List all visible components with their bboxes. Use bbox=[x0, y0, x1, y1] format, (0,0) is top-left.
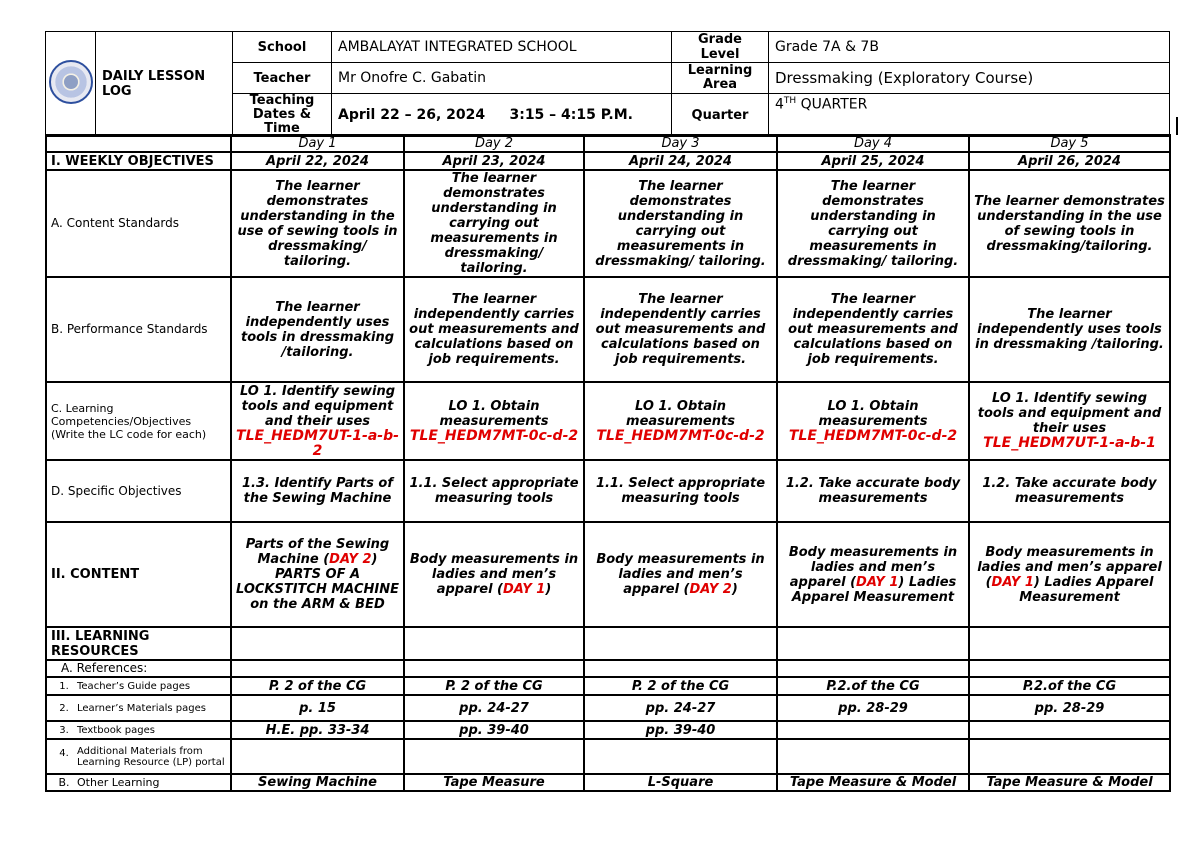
other-resource-cell: Sewing Machine bbox=[231, 774, 404, 791]
reference-cell bbox=[584, 739, 777, 774]
empty-cell bbox=[404, 627, 584, 660]
competency-cell: LO 1. Identify sewing tools and equipment and their uses TLE_HEDM7UT-1-a-b-1 bbox=[969, 382, 1170, 460]
performance-standard-cell: The learner independently carries out measurements and calculations based on job requirements. bbox=[584, 277, 777, 382]
reference-cell: P. 2 of the CG bbox=[584, 677, 777, 695]
reference-cell: p. 15 bbox=[231, 695, 404, 721]
references-row bbox=[46, 660, 1170, 677]
empty-cell bbox=[584, 627, 777, 660]
reference-cell bbox=[404, 739, 584, 774]
specific-objective-cell: 1.1. Select appropriate measuring tools bbox=[584, 460, 777, 522]
content-standard-cell: The learner demonstrates understanding in the use of sewing tools in dressmaking/tailoring. bbox=[969, 170, 1170, 277]
content-standards-label: A. Content Standards bbox=[46, 170, 231, 277]
content-standard-cell: The learner demonstrates understanding in carrying out measurements in dressmaking/ tailoring. bbox=[404, 170, 584, 277]
quarter-value: 4TH QUARTER bbox=[769, 94, 1170, 137]
other-resource-cell: Tape Measure & Model bbox=[969, 774, 1170, 791]
date-day-4: April 25, 2024 bbox=[777, 152, 969, 170]
objectives-row bbox=[46, 152, 1170, 170]
content-cell: Body measurements in ladies and men’s apparel (DAY 1) Ladies Apparel Measurement bbox=[969, 522, 1170, 627]
date-day-2: April 23, 2024 bbox=[404, 152, 584, 170]
weekly-objectives-label: I. WEEKLY OBJECTIVES bbox=[46, 152, 231, 170]
content-cell: Parts of the Sewing Machine (DAY 2) PARTS OF A LOCKSTITCH MACHINE on the ARM & BED bbox=[231, 522, 404, 627]
reference-row bbox=[46, 677, 1170, 695]
lc-code: TLE_HEDM7MT-0c-d-2 bbox=[788, 427, 958, 444]
header-table bbox=[45, 31, 1170, 137]
competencies-label: C. Learning Competencies/Objectives (Write the LC code for each) bbox=[46, 382, 231, 460]
content-standard-cell: The learner demonstrates understanding in carrying out measurements in dressmaking/ tailoring. bbox=[584, 170, 777, 277]
day-4-header: Day 4 bbox=[777, 135, 969, 152]
content-cell: Body measurements in ladies and men’s apparel (DAY 2) bbox=[584, 522, 777, 627]
content-standards-row bbox=[46, 170, 1170, 277]
day-header-row bbox=[46, 135, 1170, 152]
reference-cell: pp. 24-27 bbox=[404, 695, 584, 721]
empty-cell bbox=[777, 660, 969, 677]
reference-cell: pp. 28-29 bbox=[777, 695, 969, 721]
teacher-label: Teacher bbox=[233, 63, 332, 94]
school-value: AMBALAYAT INTEGRATED SCHOOL bbox=[332, 32, 672, 63]
empty-cell bbox=[777, 627, 969, 660]
specific-objective-cell: 1.2. Take accurate body measurements bbox=[969, 460, 1170, 522]
reference-row bbox=[46, 695, 1170, 721]
performance-standard-cell: The learner independently carries out measurements and calculations based on job requirements. bbox=[777, 277, 969, 382]
reference-cell bbox=[969, 739, 1170, 774]
other-resource-cell: Tape Measure bbox=[404, 774, 584, 791]
reference-label: 4. Additional Materials from Learning Resource (LP) portal bbox=[46, 739, 231, 774]
other-learning-label: B. Other Learning bbox=[46, 774, 231, 791]
reference-cell bbox=[777, 721, 969, 739]
reference-cell: P.2.of the CG bbox=[969, 677, 1170, 695]
learning-area-label: Learning Area bbox=[672, 63, 769, 94]
specific-objectives-row bbox=[46, 460, 1170, 522]
competency-cell: LO 1. Obtain measurements TLE_HEDM7MT-0c-d-2 bbox=[404, 382, 584, 460]
reference-cell bbox=[969, 721, 1170, 739]
date-day-1: April 22, 2024 bbox=[231, 152, 404, 170]
specific-objective-cell: 1.1. Select appropriate measuring tools bbox=[404, 460, 584, 522]
competency-cell: LO 1. Identify sewing tools and equipment and their uses TLE_HEDM7UT-1-a-b-2 bbox=[231, 382, 404, 460]
competency-cell: LO 1. Obtain measurements TLE_HEDM7MT-0c-d-2 bbox=[584, 382, 777, 460]
grade-level-label: Grade Level bbox=[672, 32, 769, 63]
corner-cell bbox=[46, 135, 231, 152]
date-day-5: April 26, 2024 bbox=[969, 152, 1170, 170]
content-cell: Body measurements in ladies and men’s apparel (DAY 1) Ladies Apparel Measurement bbox=[777, 522, 969, 627]
references-label: A. References: bbox=[46, 660, 231, 677]
empty-cell bbox=[584, 660, 777, 677]
empty-cell bbox=[969, 627, 1170, 660]
day-5-header: Day 5 bbox=[969, 135, 1170, 152]
reference-cell: pp. 39-40 bbox=[404, 721, 584, 739]
performance-standard-cell: The learner independently uses tools in dressmaking /tailoring. bbox=[231, 277, 404, 382]
date-day-3: April 24, 2024 bbox=[584, 152, 777, 170]
reference-cell: P.2.of the CG bbox=[777, 677, 969, 695]
doc-title: DAILY LESSON LOG bbox=[96, 32, 233, 137]
specific-objective-cell: 1.3. Identify Parts of the Sewing Machine bbox=[231, 460, 404, 522]
performance-standards-label: B. Performance Standards bbox=[46, 277, 231, 382]
reference-row bbox=[46, 721, 1170, 739]
content-row bbox=[46, 522, 1170, 627]
lc-code: TLE_HEDM7UT-1-a-b-1 bbox=[983, 435, 1156, 451]
other-resource-cell: L-Square bbox=[584, 774, 777, 791]
lc-code: TLE_HEDM7MT-0c-d-2 bbox=[409, 427, 579, 444]
content-label: II. CONTENT bbox=[46, 522, 231, 627]
competencies-row bbox=[46, 382, 1170, 460]
content-standard-cell: The learner demonstrates understanding in carrying out measurements in dressmaking/ tailoring. bbox=[777, 170, 969, 277]
reference-label: 2. Learner’s Materials pages bbox=[46, 695, 231, 721]
lc-code: TLE_HEDM7UT-1-a-b-2 bbox=[236, 427, 399, 459]
reference-cell: H.E. pp. 33-34 bbox=[231, 721, 404, 739]
reference-label: 3. Textbook pages bbox=[46, 721, 231, 739]
reference-cell: pp. 24-27 bbox=[584, 695, 777, 721]
empty-cell bbox=[231, 660, 404, 677]
other-resource-cell: Tape Measure & Model bbox=[777, 774, 969, 791]
empty-cell bbox=[404, 660, 584, 677]
margin-marker bbox=[1176, 117, 1178, 135]
empty-cell bbox=[969, 660, 1170, 677]
other-resources-row bbox=[46, 774, 1170, 791]
reference-cell: P. 2 of the CG bbox=[231, 677, 404, 695]
content-cell: Body measurements in ladies and men’s apparel (DAY 1) bbox=[404, 522, 584, 627]
reference-cell: pp. 28-29 bbox=[969, 695, 1170, 721]
empty-cell bbox=[231, 627, 404, 660]
reference-cell bbox=[777, 739, 969, 774]
learning-area-value: Dressmaking (Exploratory Course) bbox=[769, 63, 1170, 94]
resources-row bbox=[46, 627, 1170, 660]
performance-standard-cell: The learner independently carries out measurements and calculations based on job requirements. bbox=[404, 277, 584, 382]
specific-objective-cell: 1.2. Take accurate body measurements bbox=[777, 460, 969, 522]
content-standard-cell: The learner demonstrates understanding in the use of sewing tools in dressmaking/ tailoring. bbox=[231, 170, 404, 277]
reference-cell: P. 2 of the CG bbox=[404, 677, 584, 695]
reference-row bbox=[46, 739, 1170, 774]
performance-standard-cell: The learner independently uses tools in dressmaking /tailoring. bbox=[969, 277, 1170, 382]
performance-standards-row bbox=[46, 277, 1170, 382]
competency-cell: LO 1. Obtain measurements TLE_HEDM7MT-0c-d-2 bbox=[777, 382, 969, 460]
day-3-header: Day 3 bbox=[584, 135, 777, 152]
quarter-label: Quarter bbox=[672, 94, 769, 137]
reference-cell bbox=[231, 739, 404, 774]
lc-code: TLE_HEDM7MT-0c-d-2 bbox=[596, 427, 765, 444]
lesson-log-table bbox=[45, 134, 1171, 792]
teaching-dates-label: Teaching Dates & Time bbox=[233, 94, 332, 137]
reference-cell: pp. 39-40 bbox=[584, 721, 777, 739]
grade-level-value: Grade 7A & 7B bbox=[769, 32, 1170, 63]
reference-label: 1. Teacher’s Guide pages bbox=[46, 677, 231, 695]
deped-seal-logo bbox=[46, 32, 96, 137]
day-1-header: Day 1 bbox=[231, 135, 404, 152]
school-label: School bbox=[233, 32, 332, 63]
learning-resources-label: III. LEARNING RESOURCES bbox=[46, 627, 231, 660]
teaching-dates-value: April 22 – 26, 2024 3:15 – 4:15 P.M. bbox=[332, 94, 672, 137]
specific-objectives-label: D. Specific Objectives bbox=[46, 460, 231, 522]
teacher-value: Mr Onofre C. Gabatin bbox=[332, 63, 672, 94]
day-2-header: Day 2 bbox=[404, 135, 584, 152]
